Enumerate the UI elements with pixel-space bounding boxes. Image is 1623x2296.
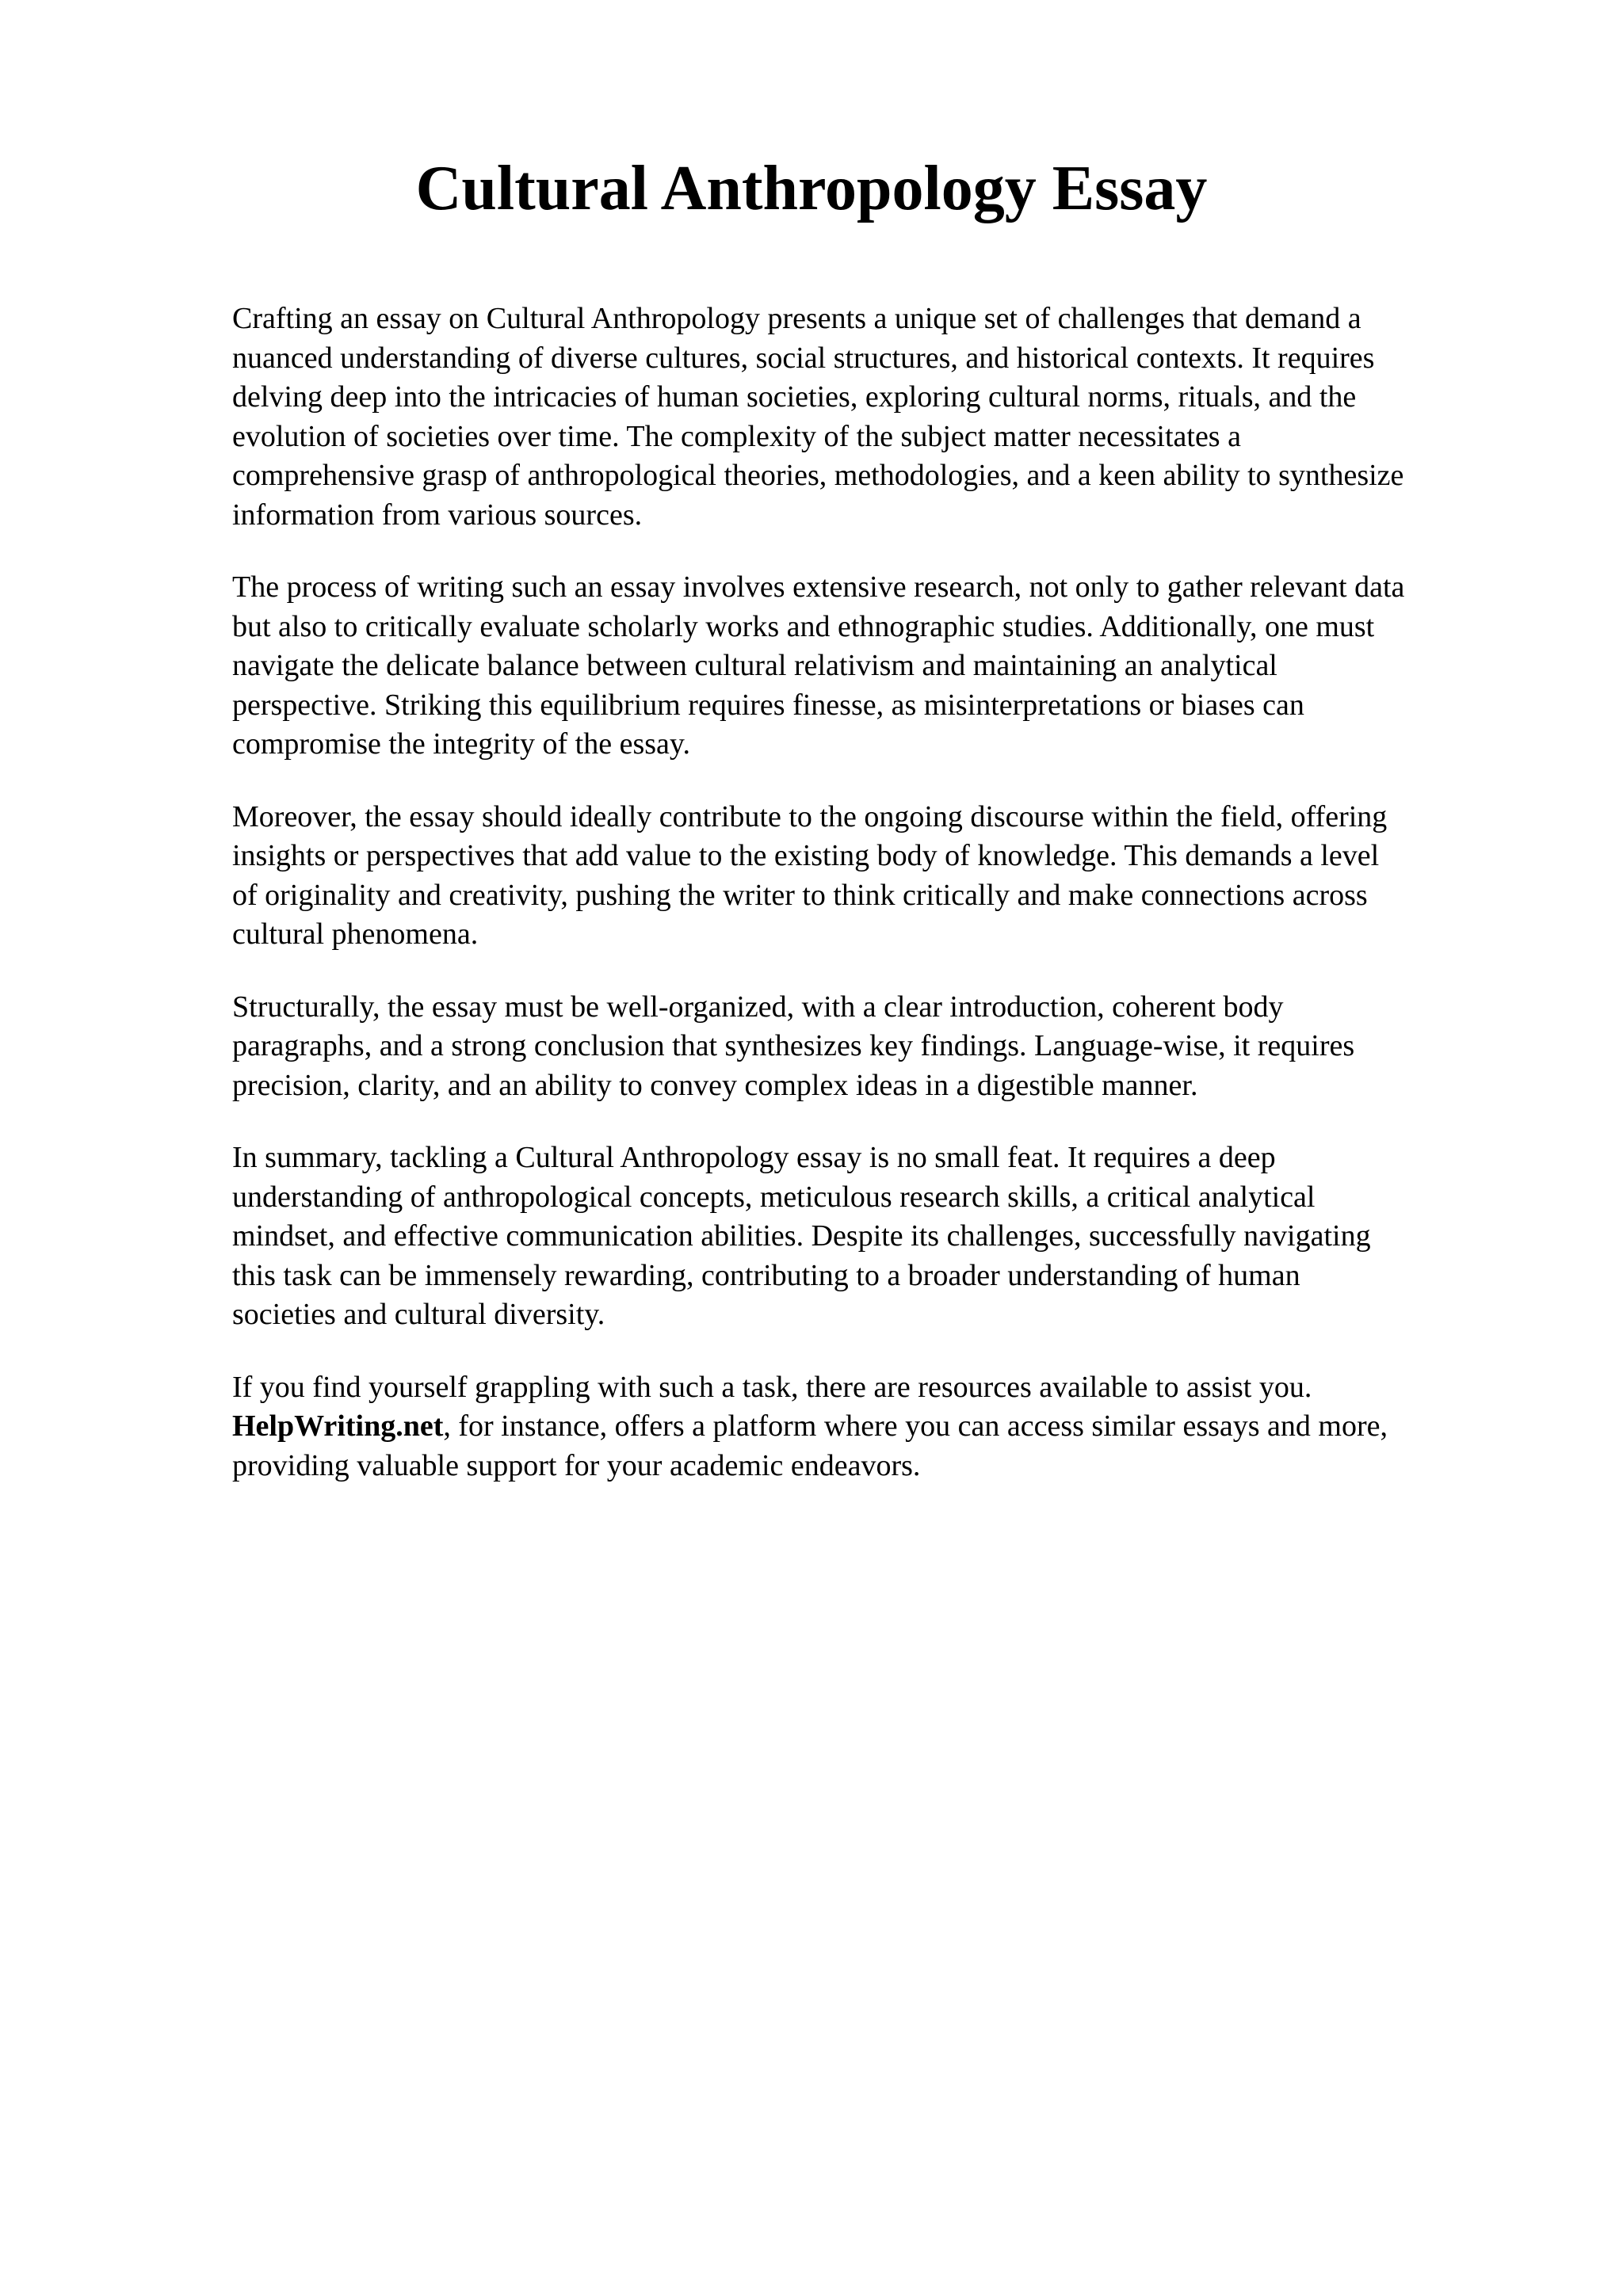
paragraph-line: precision, clarity, and an ability to convey complex ideas in a digestible manner. [232,1068,1198,1102]
closing-paragraph [232,1368,1532,1486]
paragraph-line: nuanced understanding of diverse cultures, social structures, and historical contexts. It requires [232,341,1375,375]
paragraph-line: evolution of societies over time. The complexity of the subject matter necessitates a [232,419,1241,453]
paragraph-line: compromise the integrity of the essay. [232,727,690,761]
paragraph-2 [232,568,1532,765]
essay-body [232,299,1532,1519]
paragraph-3 [232,798,1532,955]
paragraph-line: this task can be immensely rewarding, contributing to a broader understanding of human [232,1258,1300,1292]
paragraph-line: insights or perspectives that add value to the existing body of knowledge. This demands a level [232,839,1380,872]
document-title: Cultural Anthropology Essay [415,154,1208,223]
paragraph-line: The process of writing such an essay involves extensive research, not only to gather relevant data [232,570,1405,604]
paragraph-line: but also to critically evaluate scholarly works and ethnographic studies. Additionally, one must [232,609,1375,643]
paragraph-1 [232,299,1532,535]
paragraph-line: Moreover, the essay should ideally contribute to the ongoing discourse within the field, offering [232,799,1388,833]
paragraph-line: information from various sources. [232,498,643,532]
closing-line-rest: , for instance, offers a platform where you can access similar essays and more, [443,1409,1388,1443]
paragraph-line: providing valuable support for your academic endeavors. [232,1448,921,1482]
paragraph-line: comprehensive grasp of anthropological theories, methodologies, and a keen ability to synthesize [232,459,1404,492]
paragraph-line: societies and cultural diversity. [232,1298,605,1331]
paragraph-line: of originality and creativity, pushing the writer to think critically and make connections across [232,878,1368,912]
paragraph-line: delving deep into the intricacies of human societies, exploring cultural norms, rituals, and the [232,380,1357,414]
paragraph-line: Structurally, the essay must be well-organized, with a clear introduction, coherent body [232,990,1284,1024]
paragraph-line [232,1407,1532,1447]
paragraph-line: In summary, tackling a Cultural Anthropology essay is no small feat. It requires a deep [232,1141,1276,1174]
paragraph-line: If you find yourself grappling with such a task, there are resources available to assist you. [232,1370,1312,1404]
paragraph-line: navigate the delicate balance between cultural relativism and maintaining an analytical [232,649,1277,682]
paragraph-line: paragraphs, and a strong conclusion that synthesizes key findings. Language-wise, it requires [232,1029,1355,1062]
paragraph-line: Crafting an essay on Cultural Anthropology presents a unique set of challenges that demand a [232,302,1361,335]
paragraph-4 [232,988,1532,1106]
paragraph-line: mindset, and effective communication abilities. Despite its challenges, successfully navigating [232,1219,1371,1253]
paragraph-line: understanding of anthropological concepts, meticulous research skills, a critical analytical [232,1180,1316,1214]
paragraph-line: perspective. Striking this equilibrium requires finesse, as misinterpretations or biases can [232,688,1304,722]
paragraph-5 [232,1138,1532,1335]
paragraph-line: cultural phenomena. [232,917,479,951]
helpwriting-brand-text: HelpWriting.net [232,1409,444,1443]
